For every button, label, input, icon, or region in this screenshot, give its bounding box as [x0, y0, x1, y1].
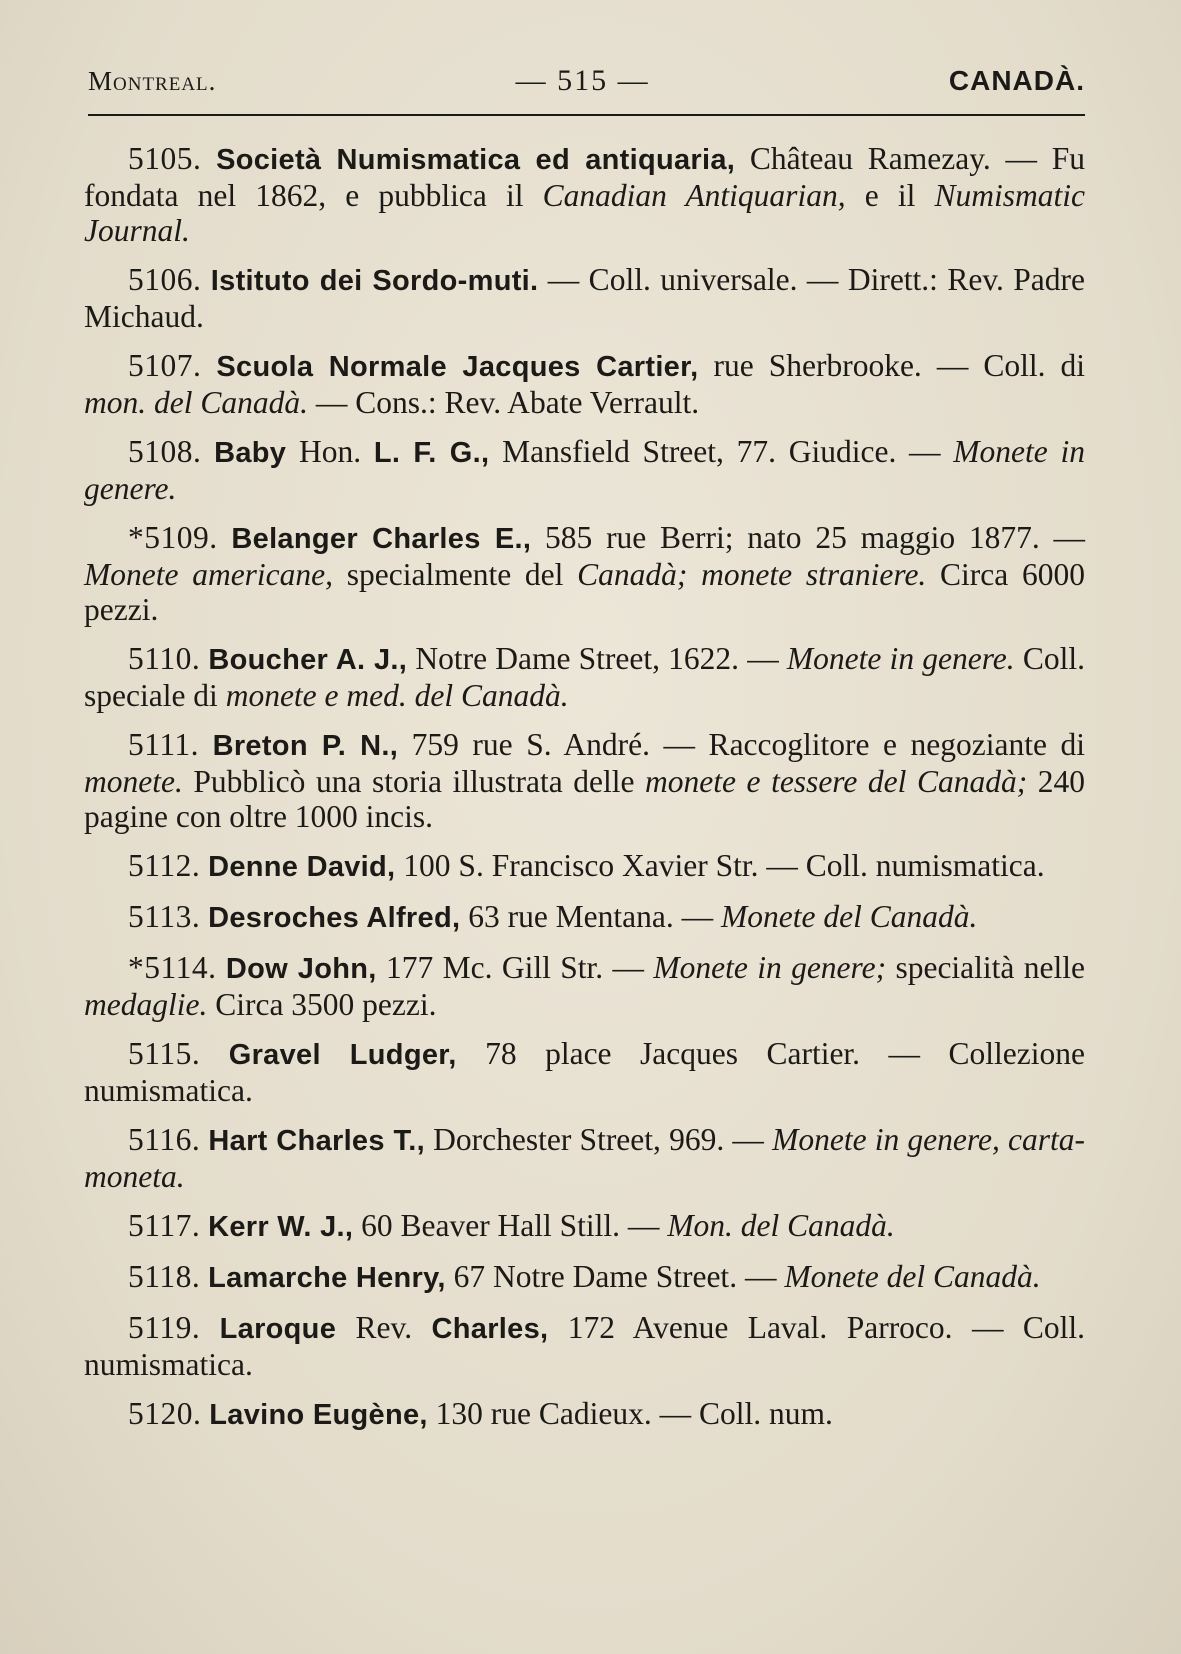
entry-name: Breton P. N.,: [212, 730, 399, 762]
entry-number: 5108.: [128, 434, 202, 469]
catalogue-entry: [84, 520, 1085, 627]
entry-number: 5117.: [128, 1208, 201, 1243]
entry-text: Dorchester Street, 969. —: [424, 1122, 773, 1157]
entry-name: Charles,: [431, 1313, 549, 1345]
entry-number: 5120.: [128, 1396, 202, 1431]
entry-text: Rev.: [336, 1310, 432, 1345]
header-city: Montreal.: [88, 65, 217, 96]
entry-text: 130 rue Cadieux. — Coll. num.: [427, 1396, 833, 1431]
entry-text: — Cons.: Rev. Abate Verrault.: [308, 385, 700, 420]
entry-name: Kerr W. J.,: [208, 1211, 354, 1243]
catalogue-entry: [84, 727, 1085, 834]
entry-name: Laroque: [219, 1313, 337, 1345]
entry-text: — Coll. universale. — Dirett.: Rev. Padre Michaud.: [84, 262, 1086, 334]
header-country: CANADÀ.: [948, 65, 1085, 96]
entry-text: 63 rue Mentana. —: [460, 899, 722, 934]
entry-name: Denne David,: [208, 851, 396, 883]
entry-name: Dow John,: [225, 953, 377, 985]
catalogue-entry: [84, 348, 1085, 420]
entry-italic-text: Monete in genere.: [84, 434, 1085, 506]
entry-italic-text: Mon. del Canadà.: [667, 1208, 895, 1243]
entry-text: specialmente del: [333, 557, 578, 592]
entry-name: Società Numismatica ed antiquaria,: [216, 144, 736, 176]
entry-italic-text: Numismatic Journal.: [84, 178, 1085, 248]
catalogue-entry: [84, 848, 1085, 885]
entry-number: 5116.: [128, 1122, 201, 1157]
entry-number: 5105.: [128, 141, 202, 176]
catalogue-entry: [84, 1036, 1085, 1108]
entry-number: *5114.: [128, 950, 217, 985]
entry-list: [84, 141, 1085, 1447]
page-number: — 515 —: [515, 64, 650, 97]
entry-text: Château Ramezay. — Fu fondata nel 1862, e pubblica il: [84, 141, 1085, 213]
entry-name: Desroches Alfred,: [208, 902, 461, 934]
entry-italic-text: monete e tessere del Canadà;: [645, 764, 1028, 799]
entry-text: 177 Mc. Gill Str. —: [376, 950, 654, 985]
entry-italic-text: medaglie.: [84, 987, 208, 1022]
entry-name: Hart Charles T.,: [208, 1125, 425, 1157]
entry-italic-text: Monete del Canadà.: [721, 899, 978, 934]
entry-text: 759 rue S. André. — Raccoglitore e negoziante di: [398, 727, 1086, 762]
entry-text: e il: [845, 178, 935, 213]
catalogue-entry: [84, 1259, 1085, 1296]
entry-name: Belanger Charles E.,: [231, 523, 532, 555]
entry-italic-text: Monete in genere.: [786, 641, 1015, 676]
entry-italic-text: Canadà; monete straniere.: [577, 557, 927, 592]
entry-text: specialità nelle: [886, 950, 1085, 985]
entry-name: Boucher A. J.,: [208, 644, 408, 676]
running-header: [88, 58, 1085, 104]
entry-number: *5109.: [128, 520, 218, 555]
entry-italic-text: Monete del Canadà.: [784, 1259, 1041, 1294]
catalogue-entry: [84, 141, 1085, 248]
header-rule: [88, 114, 1085, 116]
entry-text: 100 S. Francisco Xavier Str. — Coll. numismatica.: [395, 848, 1045, 883]
entry-name: Gravel Ludger,: [228, 1039, 457, 1071]
entry-italic-text: mon. del Canadà.: [84, 385, 308, 420]
catalogue-entry: [84, 1310, 1085, 1382]
entry-number: 5111.: [128, 727, 200, 762]
entry-name: Scuola Normale Jacques Cartier,: [216, 351, 699, 383]
entry-number: 5115.: [128, 1036, 201, 1071]
entry-text: Circa 6000 pezzi.: [84, 557, 1085, 627]
catalogue-entry: [84, 950, 1085, 1022]
entry-number: 5106.: [128, 262, 202, 297]
entry-number: 5107.: [128, 348, 202, 383]
entry-text: Notre Dame Street, 1622. —: [407, 641, 787, 676]
catalogue-entry: [84, 641, 1085, 713]
entry-name: Lamarche Henry,: [208, 1262, 446, 1294]
entry-text: 172 Avenue Laval. Parroco. — Coll. numismatica.: [84, 1310, 1085, 1382]
entry-text: Hon.: [286, 434, 374, 469]
entry-italic-text: monete.: [84, 764, 183, 799]
entry-number: 5119.: [128, 1310, 201, 1345]
entry-italic-text: Monete in genere;: [653, 950, 887, 985]
entry-text: 78 place Jacques Cartier. — Collezione numismatica.: [84, 1036, 1085, 1108]
catalogue-entry: [84, 262, 1085, 334]
catalogue-entry: [84, 1122, 1085, 1194]
entry-text: 585 rue Berri; nato 25 maggio 1877. —: [531, 520, 1085, 555]
entry-text: 67 Notre Dame Street. —: [445, 1259, 785, 1294]
entry-number: 5110.: [128, 641, 201, 676]
entry-text: Circa 3500 pezzi.: [207, 987, 437, 1022]
entry-italic-text: Monete americane,: [84, 557, 334, 592]
entry-number: 5113.: [128, 899, 201, 934]
entry-italic-text: Monete in genere, carta-moneta.: [84, 1122, 1086, 1194]
entry-name: Baby: [214, 437, 287, 469]
entry-italic-text: monete e med. del Canadà.: [225, 678, 569, 713]
entry-name: Lavino Eugène,: [209, 1399, 428, 1431]
entry-number: 5112.: [128, 848, 201, 883]
entry-italic-text: Canadian Antiquarian,: [542, 178, 846, 213]
entry-text: 240 pagine con oltre 1000 incis.: [84, 764, 1085, 834]
catalogue-entry: [84, 899, 1085, 936]
entry-name: L. F. G.,: [373, 437, 490, 469]
entry-text: Coll. speciale di: [84, 641, 1085, 713]
entry-text: rue Sherbrooke. — Coll. di: [698, 348, 1085, 383]
entry-name: Istituto dei Sordo-muti.: [210, 265, 539, 297]
catalogue-entry: [84, 1396, 1085, 1433]
catalogue-entry: [84, 1208, 1085, 1245]
entry-number: 5118.: [128, 1259, 201, 1294]
catalogue-entry: [84, 434, 1085, 506]
entry-text: 60 Beaver Hall Still. —: [353, 1208, 668, 1243]
entry-text: Pubblicò una storia illustrata delle: [182, 764, 646, 799]
entry-text: Mansfield Street, 77. Giudice. —: [489, 434, 954, 469]
